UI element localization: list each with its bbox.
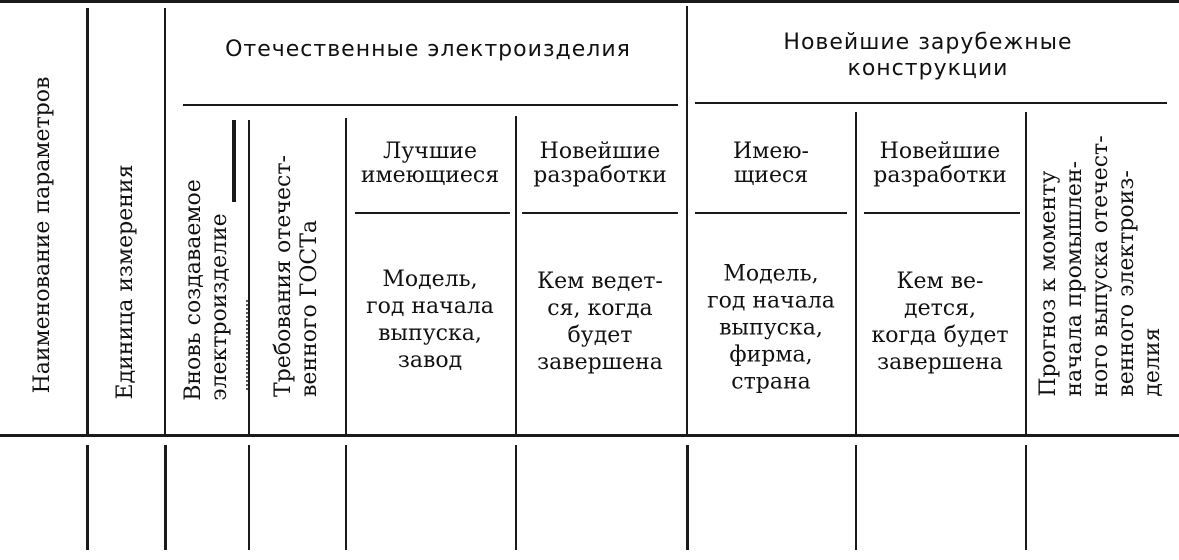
body-sep-5	[515, 445, 517, 550]
newest-dev-domestic-detail-2: ся, когда	[547, 296, 653, 321]
col-sep-5	[515, 116, 517, 435]
best-existing-detail-3: выпуска,	[378, 321, 482, 346]
sub-divider-best-existing	[355, 212, 510, 214]
body-sep-7	[855, 445, 857, 550]
unit-header: Единица измерения	[113, 164, 138, 400]
forecast-line-2: начала промышлен-	[1062, 160, 1087, 397]
col-sep-1	[86, 8, 89, 435]
body-sep-8	[1025, 445, 1027, 550]
existing-foreign-detail-2: год начала	[707, 288, 835, 314]
newest-dev-domestic-detail-3: будет	[567, 323, 633, 348]
body-sep-6	[686, 445, 689, 550]
newest-dev-domestic-details	[537, 268, 663, 376]
newest-dev-foreign-detail-4: завершена	[877, 350, 1003, 375]
sub-divider-existing-foreign	[695, 212, 847, 214]
new-product-header	[181, 179, 233, 401]
gost-line-2: венного ГОСТа	[297, 219, 322, 397]
newest-dev-domestic-header	[533, 140, 666, 188]
newest-dev-domestic-line-2: разработки	[533, 163, 667, 188]
foreign-group-line-1: Новейшие зарубежные	[783, 30, 1073, 55]
existing-foreign-details	[707, 261, 835, 396]
domestic-group-header: Отечественные электроизделия	[225, 37, 631, 62]
forecast-line-1: Прогноз к моменту	[1036, 170, 1061, 397]
newest-dev-foreign-header	[873, 140, 1006, 188]
forecast-line-3: ного выпуска отечест-	[1088, 135, 1113, 397]
newest-dev-foreign-detail-2: дется,	[904, 296, 976, 321]
header-bottom-border	[0, 434, 1179, 437]
foreign-group-line-2: конструкции	[847, 56, 1009, 81]
newest-dev-foreign-detail-3: когда будет	[871, 323, 1009, 348]
best-existing-detail-2: год начала	[366, 294, 494, 319]
best-existing-line-2: имеющиеся	[360, 163, 500, 188]
col-sep-4	[345, 118, 347, 435]
forecast-header	[1036, 135, 1166, 396]
new-product-line-1: Вновь создаваемое	[181, 179, 206, 401]
body-sep-1	[86, 445, 89, 550]
best-existing-header	[361, 140, 499, 188]
existing-foreign-header	[733, 140, 809, 188]
existing-foreign-detail-5: страна	[731, 369, 811, 395]
param-name-header: Наименование параметров	[30, 76, 55, 394]
existing-foreign-line-2: щиеся	[733, 163, 809, 188]
best-existing-detail-4: завод	[397, 348, 463, 373]
best-existing-line-1: Лучшие	[383, 139, 477, 164]
newest-dev-foreign-line-2: разработки	[873, 163, 1007, 188]
newest-dev-domestic-detail-1: Кем ведет-	[537, 269, 663, 294]
new-product-line-2: электроизделие	[207, 213, 232, 401]
col-sep-3	[248, 120, 250, 435]
forecast-line-5: делия	[1140, 327, 1165, 397]
group-divider-domestic	[183, 104, 678, 106]
body-sep-4	[345, 445, 347, 550]
top-border	[0, 0, 1179, 3]
best-existing-detail-1: Модель,	[382, 267, 478, 292]
newest-dev-foreign-details	[871, 268, 1008, 376]
newest-dev-foreign-line-1: Новейшие	[879, 139, 1001, 164]
best-existing-details	[366, 266, 494, 374]
body-sep-3	[248, 445, 250, 550]
existing-foreign-line-1: Имею-	[733, 139, 809, 164]
col-sep-8	[1025, 112, 1027, 435]
col-sep-6	[686, 6, 688, 435]
group-divider-foreign	[695, 102, 1167, 104]
newest-dev-domestic-line-1: Новейшие	[539, 139, 661, 164]
col-sep-2	[164, 8, 166, 435]
existing-foreign-detail-1: Модель,	[723, 261, 819, 287]
body-sep-2	[164, 445, 167, 550]
newest-dev-domestic-detail-4: завершена	[537, 350, 663, 375]
existing-foreign-detail-4: фирма,	[729, 342, 813, 368]
newest-dev-foreign-detail-1: Кем ве-	[896, 269, 984, 294]
col-sep-7	[855, 112, 857, 435]
gost-header	[271, 155, 323, 397]
sub-divider-newest-foreign	[864, 212, 1020, 214]
forecast-line-4: венного электроиз-	[1114, 170, 1139, 397]
foreign-group-header	[783, 30, 1072, 82]
sub-divider-newest-domestic	[522, 212, 678, 214]
dotted-guide	[246, 300, 248, 390]
gost-line-1: Требования отечест-	[271, 155, 296, 397]
existing-foreign-detail-3: выпуска,	[719, 315, 823, 341]
